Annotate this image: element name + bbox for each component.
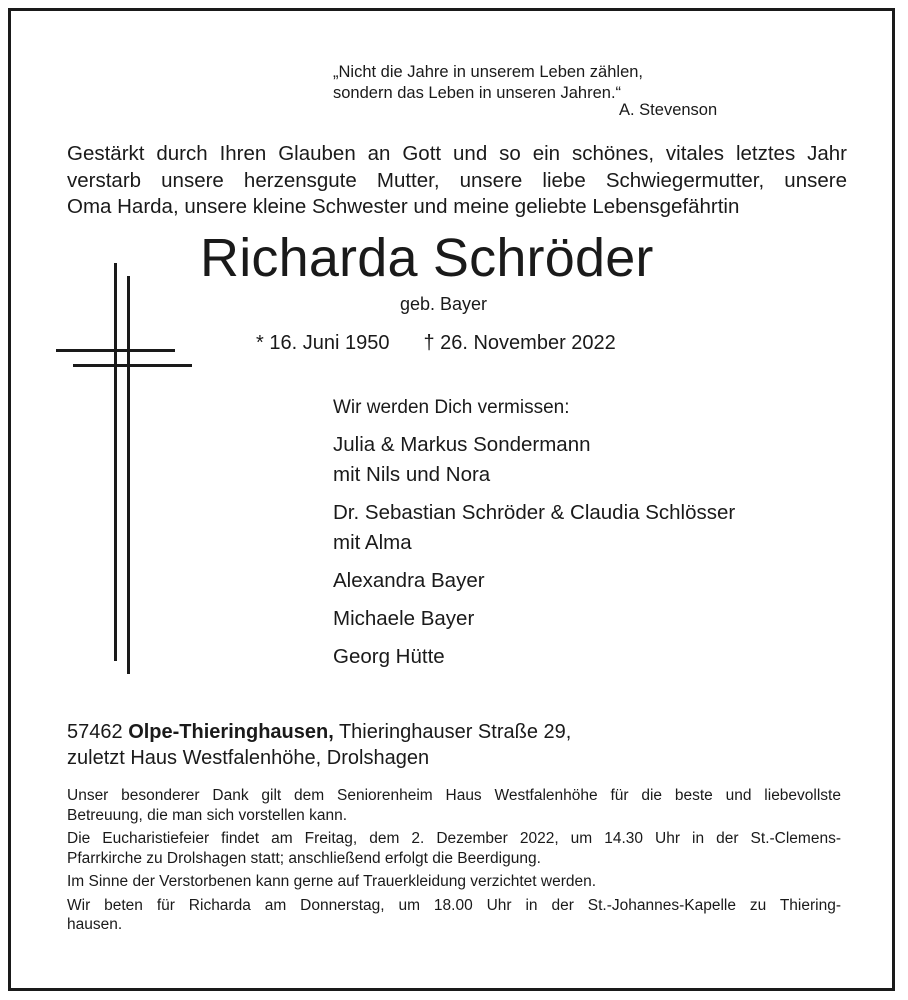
notes-section xyxy=(67,786,841,939)
mourner-group xyxy=(333,604,735,634)
note-paragraph xyxy=(67,786,841,825)
mourner-line: mit Nils und Nora xyxy=(333,463,491,486)
note-line: hausen. xyxy=(67,916,123,933)
cross-icon xyxy=(0,0,200,700)
mourner-line: Dr. Sebastian Schröder & Claudia Schlösser xyxy=(333,501,736,524)
death-date: † 26. November 2022 xyxy=(423,332,616,354)
note-line: Im Sinne der Verstorbenen kann gerne auf Trauerkleidung verzichtet werden. xyxy=(67,873,597,890)
intro-line-last: Oma Harda, unsere kleine Schwester und meine geliebte Lebensgefährtin xyxy=(67,195,740,218)
quote-line-2: sondern das Leben in unseren Jahren.“ xyxy=(333,84,622,102)
quote-author: A. Stevenson xyxy=(619,101,718,119)
note-line: Die Eucharistiefeier findet am Freitag, dem 2. Dezember 2022, um 14.30 Uhr in der St.-Clemens- xyxy=(67,830,841,847)
address-street: Thieringhauser Straße 29, xyxy=(338,721,572,743)
mourner-group xyxy=(333,430,735,490)
family-address xyxy=(67,720,571,771)
mourner-group xyxy=(333,498,735,558)
mourner-line: Michaele Bayer xyxy=(333,607,475,630)
address-town: Olpe-Thieringhausen, xyxy=(128,721,334,743)
note-paragraph xyxy=(67,872,841,892)
intro-line: Gestärkt durch Ihren Glauben an Gott und so ein schönes, vitales letztes Jahr xyxy=(67,142,847,165)
quote-line-1: „Nicht die Jahre in unserem Leben zählen, xyxy=(333,63,644,81)
mourners-heading: Wir werden Dich vermissen: xyxy=(333,397,570,418)
note-line: Betreuung, die man sich vorstellen kann. xyxy=(67,806,348,824)
address-line-2: zuletzt Haus Westfalenhöhe, Drolshagen xyxy=(67,746,430,769)
mourner-line: mit Alma xyxy=(333,531,412,554)
address-zip: 57462 xyxy=(67,721,123,743)
mourner-group xyxy=(333,566,735,596)
intro-line: verstarb unsere herzensgute Mutter, unsere liebe Schwiegermutter, unsere xyxy=(67,168,847,192)
mourner-line: Alexandra Bayer xyxy=(333,569,485,592)
deceased-name: Richarda Schröder xyxy=(200,228,654,288)
note-line: Unser besonderer Dank gilt dem Seniorenheim Haus Westfalenhöhe für die beste und liebevollste xyxy=(67,787,841,804)
epigraph-quote xyxy=(333,62,733,119)
mourners-list xyxy=(333,396,735,680)
life-dates xyxy=(256,331,616,355)
address-line-1 xyxy=(67,720,571,746)
mourner-group xyxy=(333,642,735,672)
note-paragraph xyxy=(67,829,841,868)
note-line: Pfarrkirche zu Drolshagen statt; anschließend erfolgt die Beerdigung. xyxy=(67,849,541,867)
note-line: Wir beten für Richarda am Donnerstag, um 18.00 Uhr in der St.-Johannes-Kapelle zu Thiering- xyxy=(67,896,841,914)
mourner-line: Georg Hütte xyxy=(333,645,445,668)
birth-date: * 16. Juni 1950 xyxy=(256,332,390,354)
note-paragraph xyxy=(67,896,841,935)
maiden-name: geb. Bayer xyxy=(400,294,488,314)
mourner-line: Julia & Markus Sondermann xyxy=(333,433,591,456)
